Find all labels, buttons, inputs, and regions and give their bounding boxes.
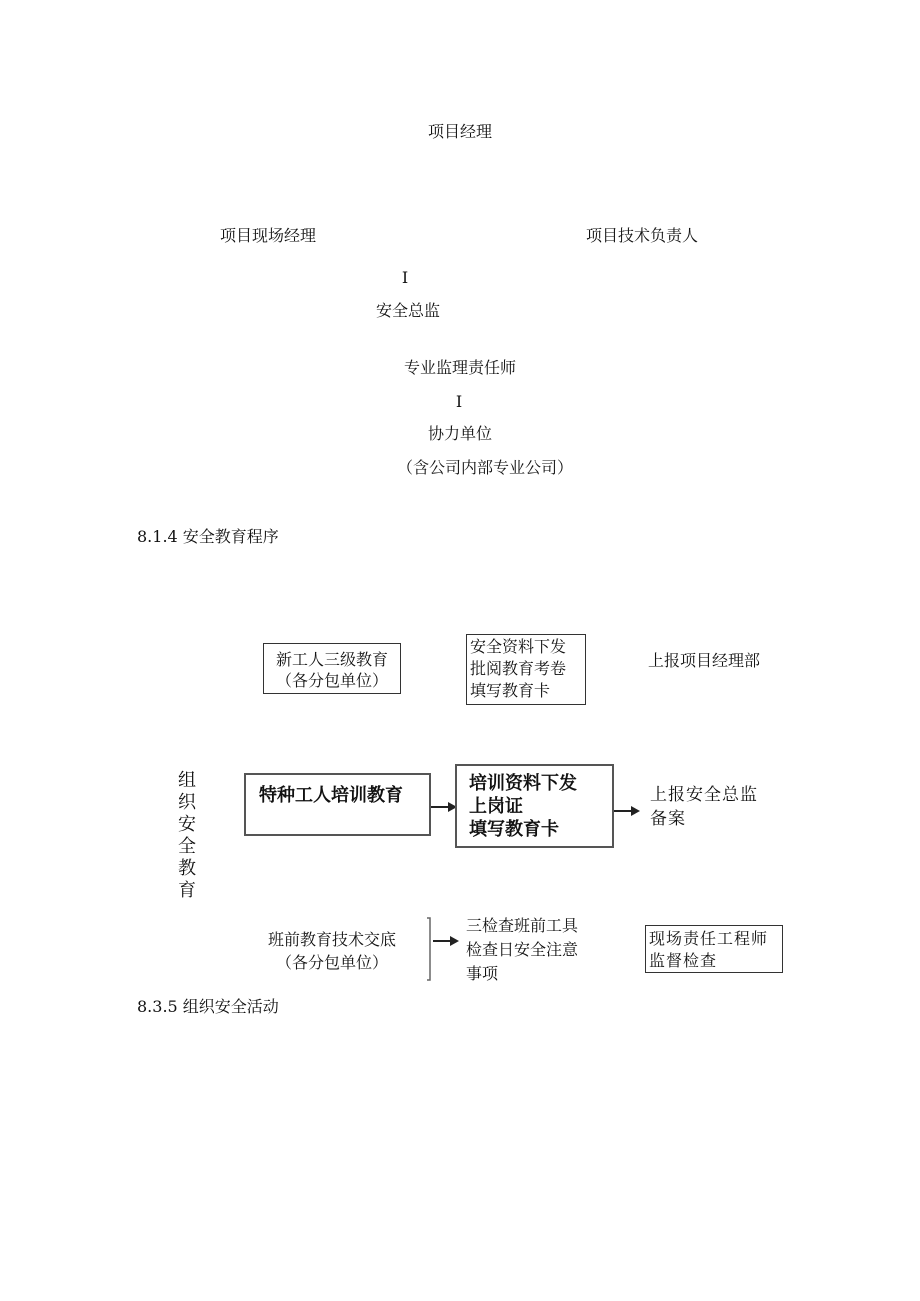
org-specialty-supervisor: 专业监理责任师 xyxy=(403,358,517,377)
row3-middle-line: 三检查班前工具 xyxy=(466,916,579,935)
row2-report-label xyxy=(650,783,758,831)
org-technical-lead: 项目技术负责人 xyxy=(585,226,699,245)
row2-arrow-2-icon xyxy=(614,804,640,818)
row3-middle-line: 事项 xyxy=(466,964,499,983)
section-heading-8-3-5: 8.3.5 组织安全活动 xyxy=(137,997,279,1016)
side-label-char: 组 xyxy=(178,770,196,791)
row1-report-label: 上报项目经理部 xyxy=(648,651,761,670)
row1-box-line: 新工人三级教育 xyxy=(275,650,388,669)
row1-box-line: （各分包单位） xyxy=(275,671,388,690)
org-cooperating-units-note: （含公司内部专业公司） xyxy=(396,458,574,477)
row2-arrow-1-icon xyxy=(431,800,457,814)
row3-arrow-icon xyxy=(433,934,459,948)
side-label-char: 织 xyxy=(178,792,196,813)
org-cooperating-units: 协力单位 xyxy=(427,424,493,443)
row1-middle-line: 填写教育卡 xyxy=(470,681,551,700)
row2-special-worker-box xyxy=(244,773,431,836)
row3-right-line: 现场责任工程师 xyxy=(649,929,769,948)
org-site-manager: 项目现场经理 xyxy=(219,226,317,245)
row3-engineer-box xyxy=(645,925,783,973)
org-project-manager: 项目经理 xyxy=(427,122,493,141)
row3-right-line: 监督检查 xyxy=(649,951,718,970)
org-connector-1: I xyxy=(401,268,409,287)
row3-inspection-label xyxy=(466,914,578,986)
org-safety-director: 安全总监 xyxy=(375,301,441,320)
row3-pre-shift-label xyxy=(268,928,396,974)
org-connector-2: I xyxy=(455,392,463,411)
flow-side-label xyxy=(176,770,198,902)
row3-left-line: （各分包单位） xyxy=(275,953,389,972)
side-label-char: 全 xyxy=(178,836,196,857)
row2-middle-line: 上岗证 xyxy=(469,796,523,817)
row3-bracket-icon xyxy=(424,916,434,982)
row1-middle-line: 批阅教育考卷 xyxy=(470,659,567,678)
side-label-char: 教 xyxy=(178,858,196,879)
row1-materials-box xyxy=(466,634,586,705)
row1-new-worker-box xyxy=(263,643,401,694)
row2-middle-line: 培训资料下发 xyxy=(469,773,577,794)
row1-middle-line: 安全资料下发 xyxy=(470,637,567,656)
row2-box-label: 特种工人培训教育 xyxy=(259,785,403,806)
row2-training-box xyxy=(455,764,614,848)
row2-right-line: 上报安全总监 xyxy=(650,785,758,805)
side-label-char: 安 xyxy=(178,814,196,835)
row2-middle-line: 填写教育卡 xyxy=(469,819,559,840)
row3-left-line: 班前教育技术交底 xyxy=(267,930,397,949)
row3-middle-line: 检查日安全注意 xyxy=(466,940,579,959)
row2-right-line: 备案 xyxy=(650,809,686,829)
section-heading-8-1-4: 8.1.4 安全教育程序 xyxy=(137,527,279,546)
side-label-char: 育 xyxy=(178,880,196,901)
